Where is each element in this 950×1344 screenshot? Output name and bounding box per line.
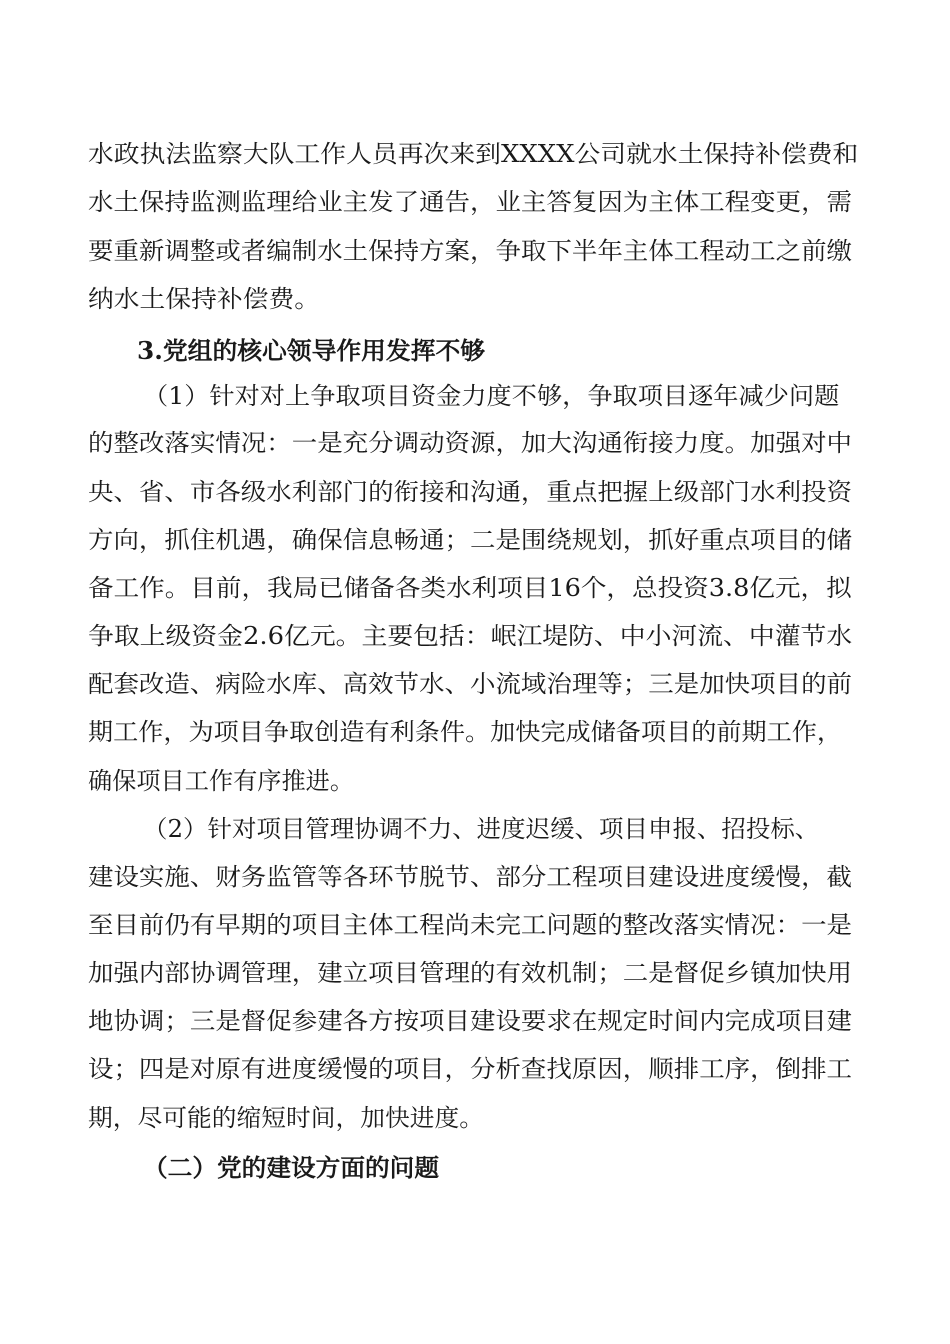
body-text-line: 方向，抓住机遇，确保信息畅通；二是围绕规划，抓好重点项目的储 xyxy=(88,526,852,554)
body-text-line: 纳水土保持补偿费。 xyxy=(88,285,320,313)
section-heading: （二）党的建设方面的问题 xyxy=(143,1153,439,1182)
body-text-line: 要重新调整或者编制水土保持方案，争取下半年主体工程动工之前缴 xyxy=(88,237,852,265)
body-text-line: 水政执法监察大队工作人员再次来到XXXX公司就水土保持补偿费和 xyxy=(88,140,859,168)
body-text-line: 水土保持监测监理给业主发了通告，业主答复因为主体工程变更，需 xyxy=(88,188,852,216)
body-text-line: 设；四是对原有进度缓慢的项目，分析查找原因，顺排工序，倒排工 xyxy=(88,1055,852,1083)
body-text-line: 配套改造、病险水库、高效节水、小流域治理等；三是加快项目的前 xyxy=(88,670,852,698)
body-text-line: 备工作。目前，我局已储备各类水利项目16个，总投资3.8亿元，拟 xyxy=(88,574,852,602)
body-text-line: 建设实施、财务监管等各环节脱节、部分工程项目建设进度缓慢，截 xyxy=(88,863,852,891)
body-text-line: （1）针对对上争取项目资金力度不够，争取项目逐年减少问题 xyxy=(143,382,840,410)
body-text-line: 确保项目工作有序推进。 xyxy=(88,767,354,795)
body-text-line: （2）针对项目管理协调不力、进度迟缓、项目申报、招投标、 xyxy=(143,815,820,843)
body-text-line: 加强内部协调管理，建立项目管理的有效机制；二是督促乡镇加快用 xyxy=(88,959,852,987)
body-text-line: 争取上级资金2.6亿元。主要包括：岷江堤防、中小河流、中灌节水 xyxy=(88,622,853,650)
body-text-line: 期，尽可能的缩短时间，加快进度。 xyxy=(88,1104,484,1132)
body-text-line: 央、省、市各级水利部门的衔接和沟通，重点把握上级部门水利投资 xyxy=(88,478,852,506)
body-text-line: 地协调；三是督促参建各方按项目建设要求在规定时间内完成项目建 xyxy=(88,1007,852,1035)
section-heading: 3.党组的核心领导作用发挥不够 xyxy=(137,336,486,365)
body-text-line: 至目前仍有早期的项目主体工程尚未完工问题的整改落实情况：一是 xyxy=(88,911,852,939)
body-text-line: 的整改落实情况：一是充分调动资源，加大沟通衔接力度。加强对中 xyxy=(88,429,852,457)
body-text-line: 期工作，为项目争取创造有利条件。加快完成储备项目的前期工作， xyxy=(88,718,842,746)
